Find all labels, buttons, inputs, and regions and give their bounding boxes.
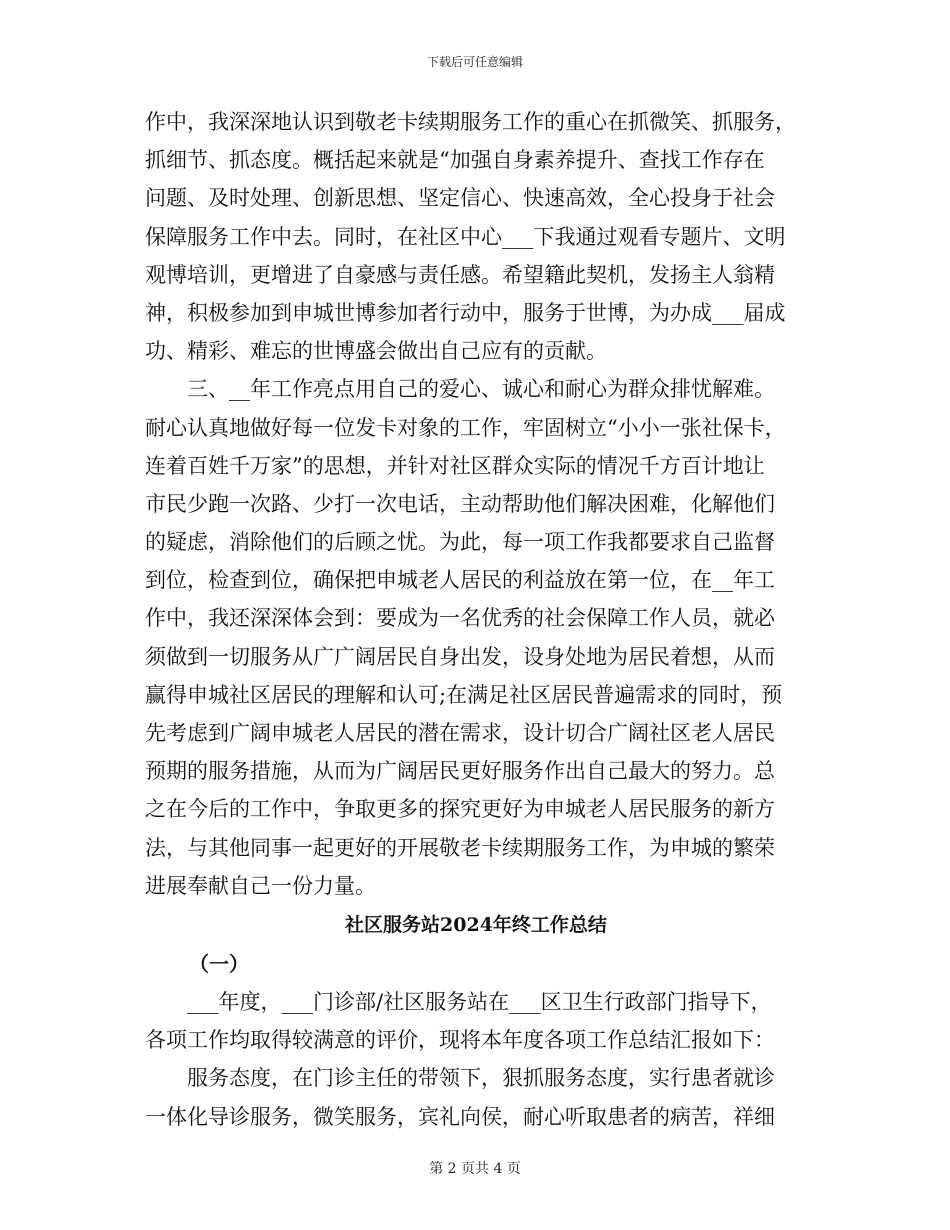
text-line: 保障服务工作中去。同时，在社区中心___下我通过观看专题片、文明 [145, 224, 786, 249]
document-body [145, 103, 807, 1136]
text-line: 作中，我还深深体会到：要成为一名优秀的社会保障工作人员，就必 [145, 606, 775, 631]
text-line: 进展奉献自己一份力量。 [145, 873, 376, 898]
text-line: 预期的服务措施，从而为广阔居民更好服务作出自己最大的努力。总 [145, 759, 775, 784]
text-line: 耐心认真地做好每一位发卡对象的工作，牢固树立“小小一张社保卡， [145, 415, 786, 440]
text-line: 功、精彩、难忘的世博盛会做出自己应有的贡献。 [145, 339, 607, 364]
text-line: 三、__年工作亮点用自己的爱心、诚心和耐心为群众排忧解难。 [145, 377, 775, 402]
text-line: 先考虑到广阔申城老人居民的潜在需求，设计切合广阔社区老人居民 [145, 721, 775, 745]
paragraph-block-1 [145, 103, 807, 905]
text-line: 赢得申城社区居民的理解和认可;在满足社区居民普遍需求的同时，预 [145, 682, 783, 707]
text-line: 观博培训，更增进了自豪感与责任感。希望籍此契机，发扬主人翁精 [145, 262, 775, 287]
text-line: 各项工作均取得较满意的评价，现将本年度各项工作总结汇报如下： [145, 1028, 775, 1053]
text-line: 市民少跑一次路、少打一次电话，主动帮助他们解决困难，化解他们 [145, 491, 775, 516]
text-line: 抓细节、抓态度。概括起来就是“加强自身素养提升、查找工作存在 [145, 148, 765, 173]
text-line: 神，积极参加到申城世博参加者行动中，服务于世博，为办成___届成 [145, 300, 786, 325]
text-line: 服务态度，在门诊主任的带领下，狠抓服务态度，实行患者就诊 [145, 1066, 775, 1091]
text-line: 法，与其他同事一起更好的开展敬老卡续期服务工作，为申城的繁荣 [145, 835, 775, 860]
text-line: 须做到一切服务从广广阔居民自身出发，设身处地为居民着想，从而 [145, 644, 775, 669]
text-line: 作中，我深深地认识到敬老卡续期服务工作的重心在抓微笑、抓服务， [145, 110, 796, 134]
text-line: 的疑虑，消除他们的后顾之忧。为此，每一项工作我都要求自己监督 [145, 530, 775, 555]
text-line: 问题、及时处理、创新思想、坚定信心、快速高效，全心投身于社会 [145, 186, 775, 211]
text-line: 到位，检查到位，确保把申城老人居民的利益放在第一位，在__年工 [145, 568, 775, 593]
page-header: 下载后可任意编辑 [426, 55, 523, 69]
text-line: 连着百姓千万家”的思想，并针对社区群众实际的情况千方百计地让 [145, 453, 765, 478]
section-subtitle: （一） [189, 951, 249, 976]
text-line: 一体化导诊服务，微笑服务，宾礼向侯，耐心听取患者的病苦，祥细 [145, 1104, 775, 1129]
page-footer: 第 2 页共 4 页 [429, 1161, 521, 1177]
paragraph-block-2 [145, 983, 807, 1136]
text-line: ___年度，___门诊部/社区服务站在___区卫生行政部门指导下， [145, 989, 772, 1014]
text-line: 之在今后的工作中，争取更多的探究更好为申城老人居民服务的新方 [145, 797, 775, 822]
section-title: 社区服务站2024年终工作总结 [345, 913, 607, 936]
